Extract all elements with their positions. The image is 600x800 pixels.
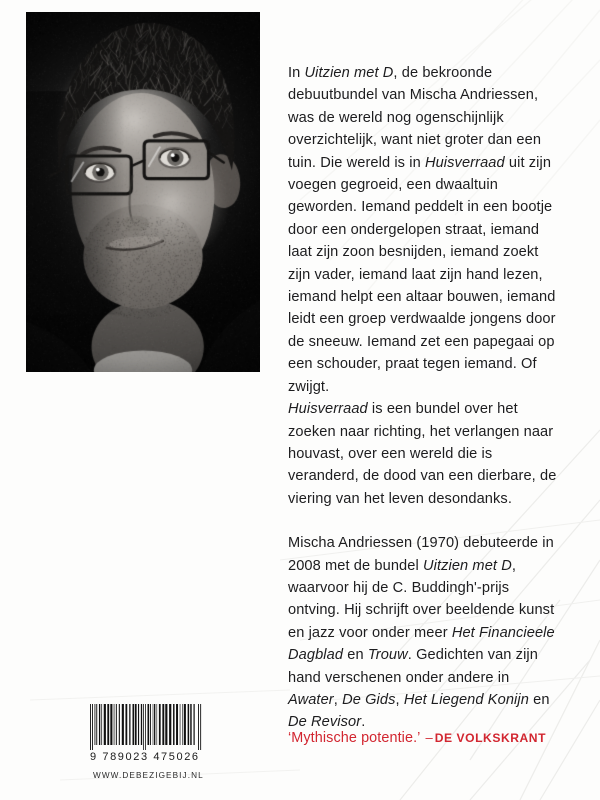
blurb-paragraph-2: Mischa Andriessen (1970) debuteerde in 2008 met de bundel Uitzien met D, waarvoor hij de C. Buddingh'-prijs ontving. Hij schrijft over beeldende kunst en jazz voor onder meer Het Financieele Dagblad en Trouw. Gedichten van zijn hand verschenen onder andere in Awater, De Gids, Het Liegend Konijn en De Revisor. xyxy=(288,535,555,731)
review-quote-dash: – xyxy=(425,730,433,745)
publisher-url: WWW.DEBEZIGEBIJ.NL xyxy=(93,771,204,780)
review-quote-source: DE VOLKSKRANT xyxy=(434,731,547,745)
barcode-bars xyxy=(90,704,202,750)
blurb-text-column xyxy=(288,62,560,734)
barcode-block xyxy=(90,704,240,780)
author-photo xyxy=(26,12,260,372)
review-quote-text: ‘Mythische potentie.’ xyxy=(288,730,421,746)
review-quote xyxy=(288,729,578,747)
barcode-digits: 9 789023 475026 xyxy=(90,751,200,763)
author-photo-canvas xyxy=(26,12,260,372)
blurb-paragraph-1: In Uitzien met D, de bekroonde debuutbundel van Mischa Andriessen, was de wereld nog ogenschijnlijk overzichtelijk, want niet groter dan een tuin. Die wereld is in Huisverraad uit zijn voegen gegroeid, een dwaaltuin geworden. Iemand peddelt in een bootje door een ondergelopen straat, iemand laat zijn zoon besnijden, iemand zoekt zijn vader, iemand laat zijn hand lezen, iemand helpt een altaar bouwen, iemand leidt een groep verdwaalde jongens door de sneeuw. Iemand zet een papegaai op een schouder, praat tegen iemand. Of zwijgt. Huisverraad is een bundel over het zoeken naar richting, het verlangen naar houvast, over een wereld die is veranderd, de dood van een dierbare, de viering van het leven desondanks. xyxy=(288,65,557,507)
